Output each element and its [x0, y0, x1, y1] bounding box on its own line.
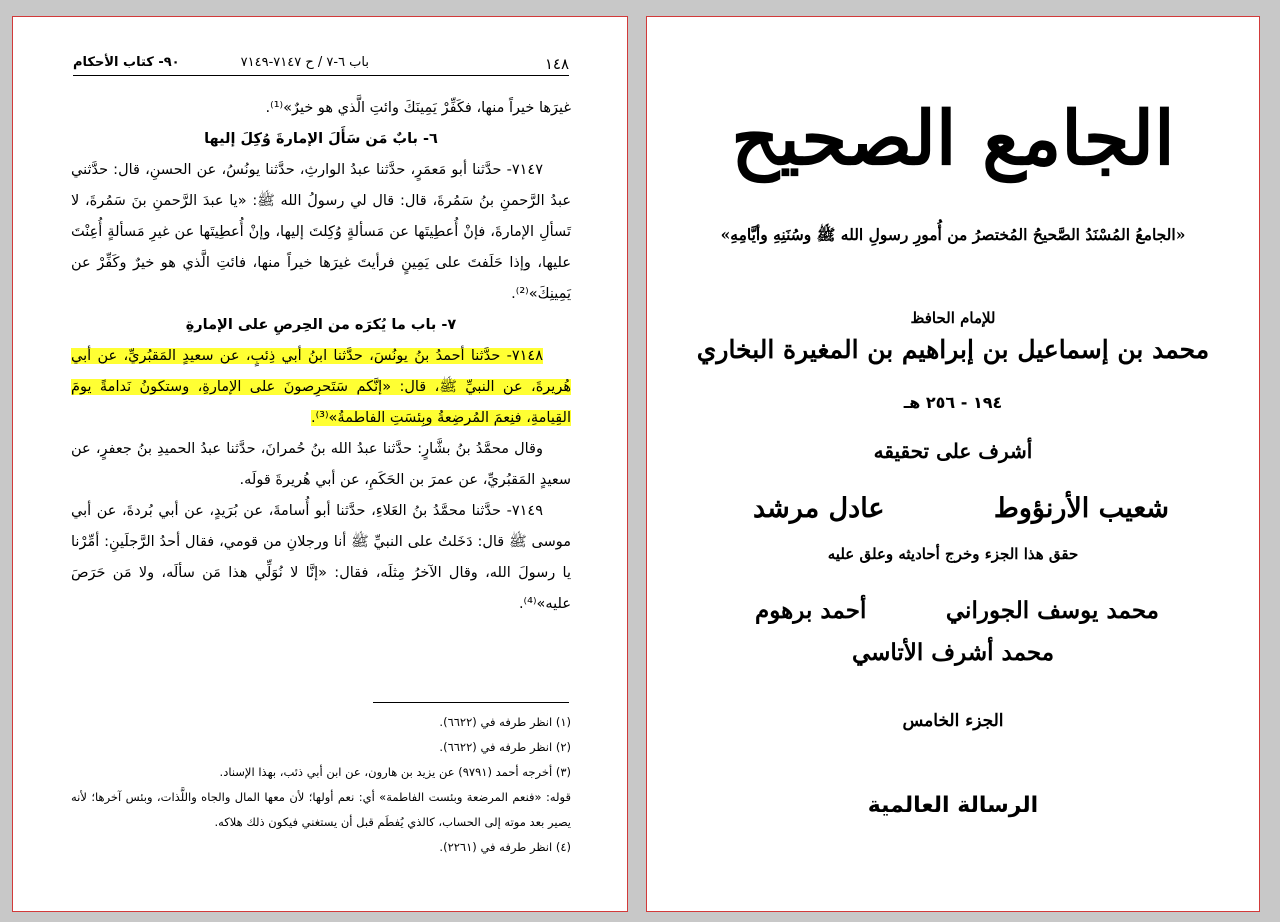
main-text: [71, 93, 571, 620]
footnote-divider: [373, 702, 569, 703]
page-header: [73, 53, 569, 76]
hadith-7147: ٧١٤٧- حدَّثنا أبو مَعمَرٍ، حدَّثنا عبدُ الوارثِ، حدَّثنا يونُسُ، عن الحسنِ، قال: حدَّثني عبدُ الرَّحمنِ بنُ سَمُرةَ، قال: قال لي رسولُ الله ﷺ: «يا عبدَ الرَّحمنِ بنَ سَمُرةَ، لا تَسألِ الإمارةَ، فإنْ أُعطِيتَها عن مَسألةٍ وُكِلتَ إليها، وإنْ أُعطِيتَها عن غيرِ مَسألةٍ أُعِنْتَ عليها، وإذا حَلَفتَ على يَمِينٍ فرأيتَ غيرَها خيراً منها، فائتِ الَّذي هو خيرٌ وكَفِّرْ عن يَمِينِكَ»⁽²⁾.: [71, 162, 571, 302]
chapter-heading-7: ٧- باب ما يُكرَه من الحِرصِ على الإمارةِ: [185, 317, 457, 333]
page-number: ١٤٨: [544, 55, 569, 73]
left-page: [12, 16, 628, 912]
right-page: [646, 16, 1260, 912]
editor-name: شعيب الأرنؤوط: [993, 493, 1169, 524]
contributor-name: أحمد برهوم: [755, 597, 867, 624]
hadith-7149: ٧١٤٩- حدَّثنا محمَّدُ بنُ العَلاءِ، حدَّثنا أبو أُسامةَ، عن بُرَيدٍ، عن أبي بُردةَ، عن أبي موسى ﷺ قال: دَخَلتُ على النبيِّ ﷺ أنا ورجلانِ من قومي، فقال أحدُ الرَّجلَينِ: أمِّرْنا يا رسولَ الله، وقال الآخرُ مِثلَه، فقال: «إنَّا لا نُوَلِّي هذا مَن سألَه، ولا مَن حَرَصَ عليه»⁽⁴⁾.: [71, 503, 571, 612]
author-dates: ١٩٤ - ٢٥٦ هـ: [903, 393, 1003, 412]
contributor-name: محمد أشرف الأتاسي: [851, 639, 1055, 666]
editor-name: عادل مرشد: [753, 493, 885, 524]
footnote-1: (١) انظر طرفه في (٦٦٢٢).: [439, 715, 571, 729]
contributors-label: حقق هذا الجزء وخرج أحاديثه وعلق عليه: [827, 545, 1079, 563]
supervision-label: أشرف على تحقيقه: [873, 439, 1033, 463]
imam-label: للإمام الحافظ: [910, 309, 996, 327]
volume-label: الجزء الخامس: [902, 711, 1004, 731]
narration-bashar: وقال محمَّدُ بنُ بشَّارٍ: حدَّثنا عبدُ الله بنُ حُمرانَ، حدَّثنا عبدُ الحميدِ بنُ جعفرٍ، عن سعيدٍ المَقبُريِّ، عن عمرَ بن الحَكَمِ، عن أبي هُريرةَ قولَه.: [71, 441, 571, 488]
chapter-heading-6: ٦- بابٌ مَن سَأَلَ الإمارةَ وُكِلَ إليها: [204, 131, 438, 147]
publisher-logo: الرسالة العالمية: [867, 793, 1039, 818]
footnote-3: (٣) أخرجه أحمد (٩٧٩١) عن يزيد بن هارون، عن ابن أبي ذئب، بهذا الإسناد.: [219, 765, 571, 779]
footnotes: [71, 710, 571, 860]
chapter-reference: باب ٦-٧ / ح ٧١٤٧-٧١٤٩: [240, 55, 369, 70]
hadith-7148: [71, 341, 571, 434]
book-title: ٩٠- كتاب الأحكام: [73, 55, 180, 70]
highlighted-hadith: ٧١٤٨- حدَّثنا أحمدُ بنُ يونُسَ، حدَّثنا ابنُ أبي ذِئبٍ، عن سعيدٍ المَقبُريِّ، عن أبي هُريرةَ، عن النبيِّ ﷺ، قال: «إنَّكم سَتَحرِصونَ على الإمارةِ، وستكونُ نَدامةً يومَ القِيامةِ، فنِعمَ المُرضِعةُ وبِئسَتِ الفاطمةُ»⁽³⁾.: [71, 348, 571, 426]
contributor-name: محمد يوسف الجوراني: [945, 597, 1159, 624]
author-name: محمد بن إسماعيل بن إبراهيم بن المغيرة البخاري: [696, 335, 1210, 364]
footnote-3-comment: قوله: «فنعم المرضعة وبئست الفاطمة» أي: نعم أولها؛ لأن معها المال والجاه واللَّذات، وبئس آخرها؛ لأنه يصير بعد موته إلى الحساب، كالذي يُفطَم قبل أن يستغني فيكون ذلك هلاكه.: [71, 790, 571, 829]
paragraph-continuation: غيرَها خيراً منها، فكَفِّرْ يَمِينَكَ وائتِ الَّذي هو خيرٌ»⁽¹⁾.: [265, 100, 571, 116]
book-main-title: الجامع الصحيح: [731, 96, 1175, 182]
book-subtitle: «الجامعُ المُسْنَدُ الصَّحيحُ المُختصرُ من أُمورِ رسولِ الله ﷺ وسُنَنِهِ وأيَّامِهِ»: [720, 225, 1186, 244]
footnote-4: (٤) انظر طرفه في (٢٢٦١).: [439, 840, 571, 854]
footnote-2: (٢) انظر طرفه في (٦٦٢٢).: [439, 740, 571, 754]
